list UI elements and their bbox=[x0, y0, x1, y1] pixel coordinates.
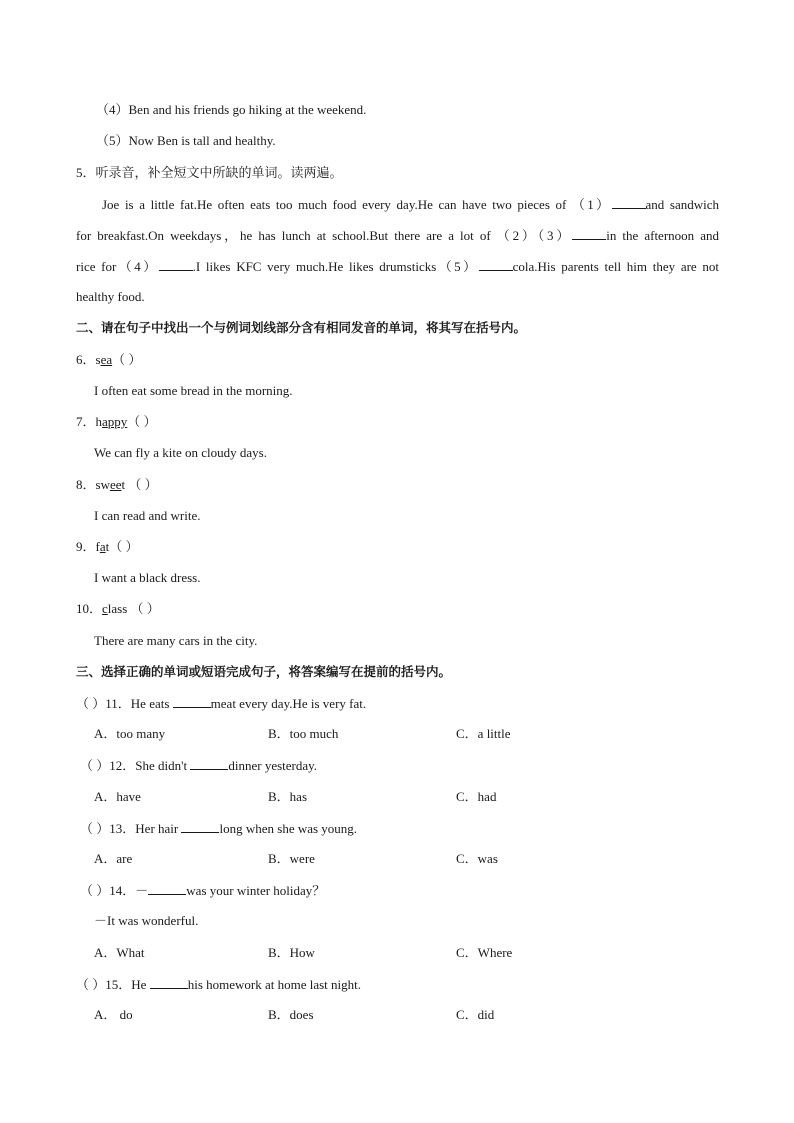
example-word-part: ppy bbox=[107, 414, 128, 429]
section-3-heading: 三、选择正确的单词或短语完成句子，将答案编写在提前的括号内。 bbox=[76, 664, 452, 679]
question-14 bbox=[80, 882, 325, 899]
example-word-part: t bbox=[121, 477, 126, 492]
question-number: 13． bbox=[109, 821, 136, 836]
question-number: 8． bbox=[76, 477, 96, 492]
question-10-sentence: There are many cars in the city. bbox=[94, 633, 258, 648]
question-9 bbox=[76, 539, 139, 555]
option-b[interactable]: B．were bbox=[268, 851, 315, 866]
option-b[interactable]: B．too much bbox=[268, 726, 339, 741]
question-5-title: 5．听录音，补全短文中所缺的单词。读两遍。 bbox=[76, 165, 343, 180]
example-word-underlined: ea bbox=[100, 352, 113, 367]
option-c[interactable]: C．had bbox=[456, 789, 497, 804]
option-a[interactable]: A．have bbox=[94, 789, 141, 804]
question-text: his homework at home last night. bbox=[187, 977, 362, 992]
question-13 bbox=[80, 820, 357, 837]
answer-blank bbox=[173, 695, 211, 708]
question-number: 9． bbox=[76, 539, 96, 554]
option-b[interactable]: B．does bbox=[268, 1007, 314, 1022]
example-word-part: sw bbox=[95, 477, 110, 492]
question-text: meat every day.He is very fat. bbox=[210, 696, 367, 711]
question-6-sentence: I often eat some bread in the morning. bbox=[94, 383, 293, 398]
question-text: He eats bbox=[130, 696, 173, 711]
answer-blank[interactable] bbox=[159, 258, 193, 271]
question-number: 12． bbox=[109, 758, 136, 773]
section-2-heading: 二、请在句子中找出一个与例词划线部分含有相同发音的单词，将其写在括号内。 bbox=[76, 320, 527, 335]
passage-text: and sandwich bbox=[645, 197, 719, 212]
option-b[interactable]: B．has bbox=[268, 789, 308, 804]
reading-item-5: （5）Now Ben is tall and healthy. bbox=[96, 133, 276, 148]
option-c[interactable]: C．did bbox=[456, 1007, 495, 1022]
passage-text: rice for（4） bbox=[76, 259, 159, 274]
example-word-part: lass bbox=[107, 601, 128, 616]
option-a[interactable]: A．too many bbox=[94, 726, 166, 741]
option-a[interactable]: A．are bbox=[94, 851, 133, 866]
passage-text: Joe is a little fat.He often eats too much food every day.He can have two pieces of （1） bbox=[102, 197, 612, 212]
example-word-underlined: c bbox=[102, 601, 108, 616]
example-word-part: t bbox=[105, 539, 110, 554]
option-c[interactable]: C．a little bbox=[456, 726, 511, 741]
reading-item-4: （4）Ben and his friends go hiking at the weekend. bbox=[96, 102, 367, 117]
question-9-sentence: I want a black dress. bbox=[94, 570, 201, 585]
passage-text: for breakfast.On weekdays，he has lunch at school.But there are a lot of （2）（3） bbox=[76, 228, 573, 243]
question-number: 7． bbox=[76, 414, 96, 429]
question-6 bbox=[76, 352, 141, 368]
question-7 bbox=[76, 414, 157, 430]
answer-parentheses[interactable]: （ ） bbox=[125, 477, 158, 492]
example-word-part: f bbox=[95, 539, 100, 554]
answer-parentheses[interactable]: （ ） bbox=[76, 977, 106, 992]
question-text: Her hair bbox=[135, 821, 182, 836]
question-8-sentence: I can read and write. bbox=[94, 508, 201, 523]
answer-parentheses[interactable]: （ ） bbox=[80, 821, 110, 836]
question-number: 14． bbox=[109, 883, 136, 898]
question-number: 15． bbox=[105, 977, 132, 992]
answer-blank[interactable] bbox=[572, 227, 606, 240]
answer-parentheses[interactable]: （ ） bbox=[109, 539, 139, 554]
option-a[interactable]: A． do bbox=[94, 1007, 133, 1022]
passage-line-1 bbox=[102, 196, 719, 213]
option-c[interactable]: C．Where bbox=[456, 945, 513, 960]
answer-parentheses[interactable]: （ ） bbox=[127, 601, 160, 616]
answer-parentheses[interactable]: （ ） bbox=[112, 352, 142, 367]
option-b[interactable]: B．How bbox=[268, 945, 315, 960]
question-8 bbox=[76, 477, 158, 493]
question-10 bbox=[76, 601, 160, 617]
answer-blank bbox=[190, 757, 228, 770]
answer-blank[interactable] bbox=[479, 258, 513, 271]
answer-parentheses[interactable]: （ ） bbox=[80, 758, 110, 773]
question-text: He bbox=[131, 977, 150, 992]
answer-blank[interactable] bbox=[612, 196, 646, 209]
question-7-sentence: We can fly a kite on cloudy days. bbox=[94, 445, 267, 460]
answer-parentheses[interactable]: （ ） bbox=[127, 414, 157, 429]
question-15 bbox=[76, 976, 361, 993]
question-11 bbox=[76, 695, 366, 712]
question-text: She didn't bbox=[135, 758, 191, 773]
answer-blank bbox=[150, 976, 188, 989]
example-word-underlined: a bbox=[102, 414, 108, 429]
passage-line-4: healthy food. bbox=[76, 289, 145, 304]
answer-parentheses[interactable]: （ ） bbox=[76, 696, 106, 711]
passage-text: cola.His parents tell him they are not bbox=[512, 259, 719, 274]
passage-text: in the afternoon and bbox=[606, 228, 720, 243]
question-number: 6． bbox=[76, 352, 96, 367]
passage-line-3 bbox=[76, 258, 719, 275]
answer-blank bbox=[148, 882, 186, 895]
option-c[interactable]: C．was bbox=[456, 851, 498, 866]
example-word-part: h bbox=[95, 414, 103, 429]
question-text: was your winter holiday？ bbox=[186, 883, 326, 898]
example-word-part: s bbox=[95, 352, 101, 367]
passage-line-2 bbox=[76, 227, 719, 244]
question-12 bbox=[80, 757, 317, 774]
question-number: 10． bbox=[76, 601, 103, 616]
option-a[interactable]: A．What bbox=[94, 945, 145, 960]
passage-text: .I likes KFC very much.He likes drumsticks（5） bbox=[192, 259, 479, 274]
question-14-answer-line: －It was wonderful. bbox=[94, 913, 199, 928]
question-text: － bbox=[135, 883, 149, 898]
answer-parentheses[interactable]: （ ） bbox=[80, 883, 110, 898]
question-text: long when she was young. bbox=[219, 821, 358, 836]
answer-blank bbox=[181, 820, 219, 833]
question-text: dinner yesterday. bbox=[228, 758, 318, 773]
example-word-underlined: ee bbox=[109, 477, 122, 492]
example-word-underlined: a bbox=[99, 539, 106, 554]
question-number: 11． bbox=[105, 696, 131, 711]
